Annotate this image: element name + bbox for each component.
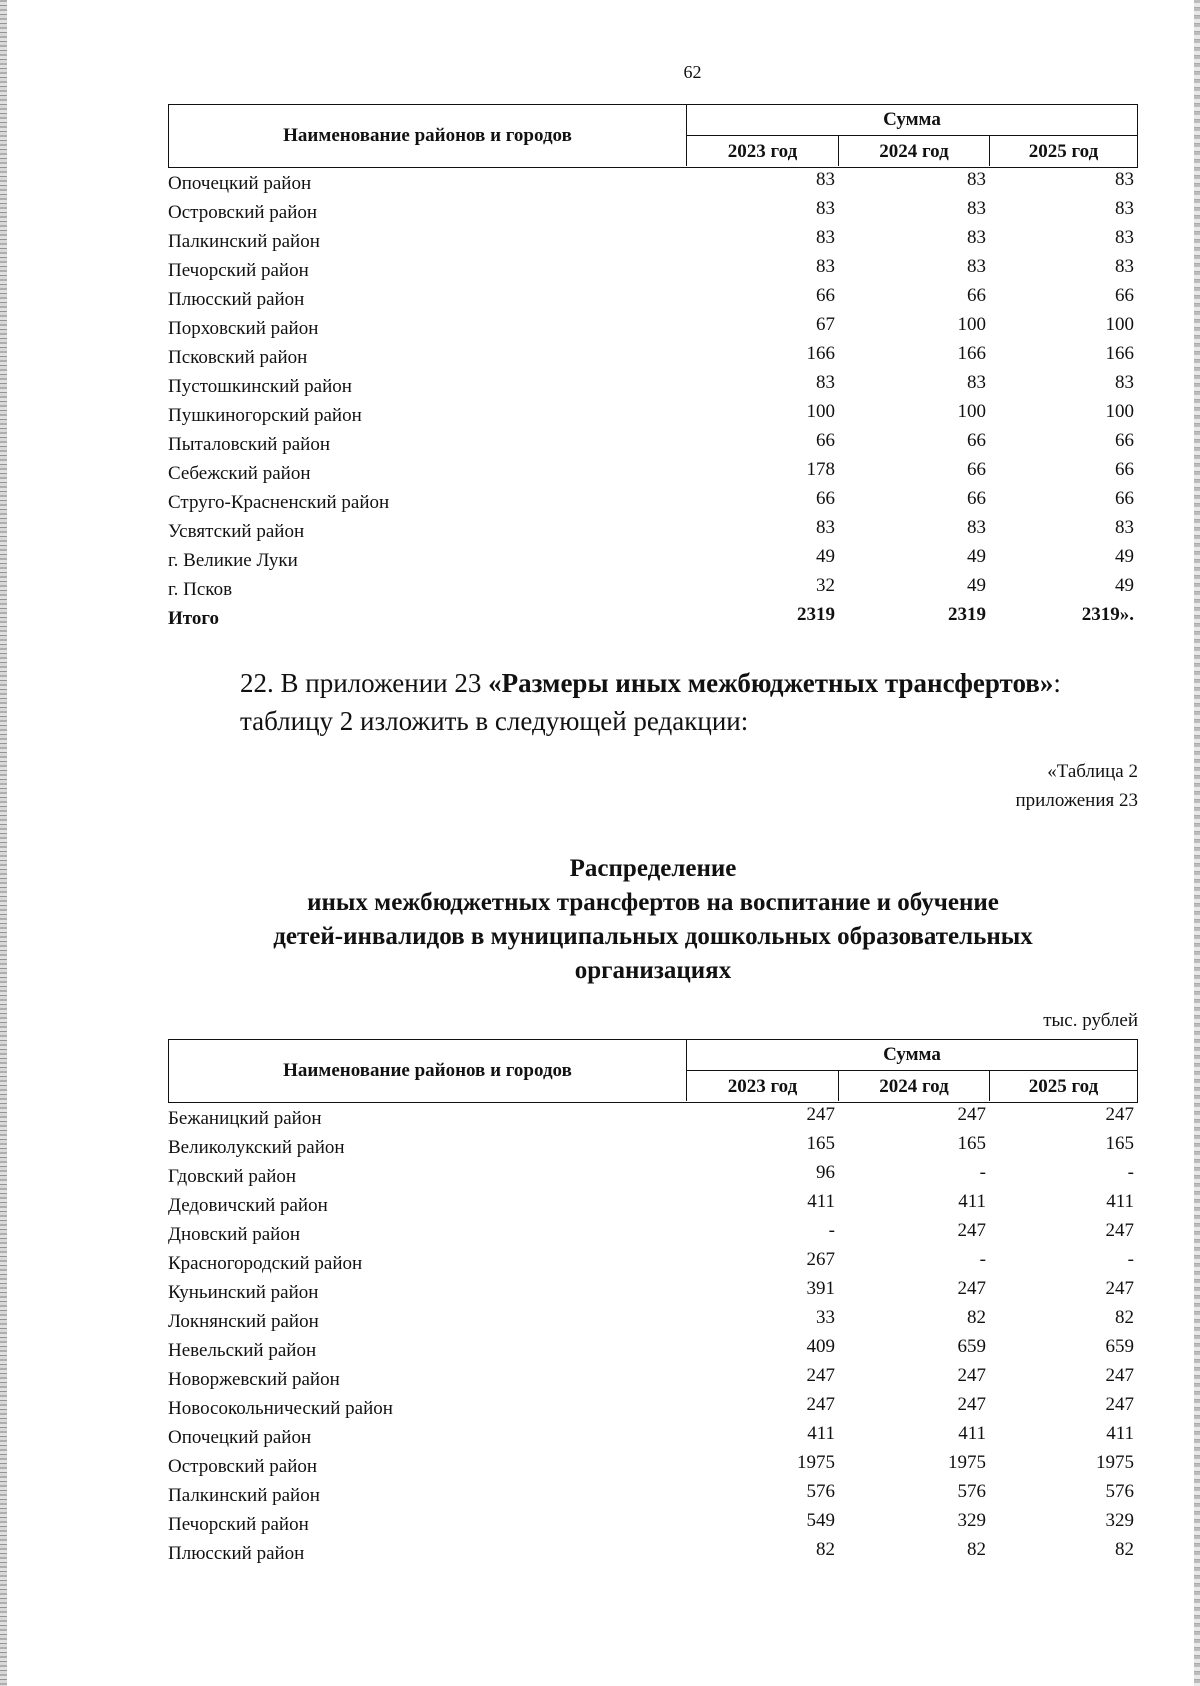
header-year-2024: 2024 год	[839, 1071, 990, 1101]
heading-line2: иных межбюджетных трансфертов на воспитание и обучение	[307, 889, 999, 916]
heading-line3: детей-инвалидов в муниципальных дошкольных образовательных	[273, 923, 1033, 950]
table-row	[168, 343, 1138, 372]
value-2023: -	[828, 1220, 835, 1241]
instruction-prefix: 22. В приложении 23	[240, 668, 489, 698]
table-body	[168, 169, 1138, 633]
table-continuation	[168, 104, 1138, 633]
value-2023: 165	[806, 1133, 835, 1154]
value-2025: 83	[1115, 227, 1134, 248]
value-2023: 549	[806, 1510, 835, 1531]
value-2024: 247	[957, 1220, 986, 1241]
header-year-2023: 2023 год	[687, 1071, 839, 1101]
value-2023: 49	[816, 546, 835, 567]
table-row	[168, 1278, 1138, 1307]
total-row	[168, 604, 1138, 633]
district-name: Красногородский район	[168, 1253, 363, 1274]
value-2024: -	[979, 1162, 986, 1183]
value-2024: 83	[967, 169, 986, 190]
value-2023: 67	[816, 314, 835, 335]
value-2024: 82	[967, 1539, 986, 1560]
value-2024: 100	[957, 314, 986, 335]
value-2023: 178	[806, 459, 835, 480]
district-name: Пыталовский район	[168, 434, 330, 455]
value-2025: 83	[1115, 372, 1134, 393]
table-row	[168, 1481, 1138, 1510]
value-2025: 576	[1105, 1481, 1134, 1502]
district-name: Дедовичский район	[168, 1195, 328, 1216]
district-name: Локнянский район	[168, 1311, 319, 1332]
value-2025: 659	[1105, 1336, 1134, 1357]
table-row	[168, 372, 1138, 401]
value-2025: 82	[1115, 1539, 1134, 1560]
table-row	[168, 1162, 1138, 1191]
header-name: Наименование районов и городов	[169, 105, 687, 166]
value-2024: 49	[967, 575, 986, 596]
value-2024: 83	[967, 198, 986, 219]
scan-edge-left	[0, 0, 7, 1686]
table-row	[168, 285, 1138, 314]
district-name: Великолукский район	[168, 1137, 345, 1158]
table-row	[168, 1336, 1138, 1365]
header-name: Наименование районов и городов	[169, 1040, 687, 1101]
instruction-paragraph	[240, 664, 1140, 740]
value-2025: 166	[1105, 343, 1134, 364]
value-2024: 1975	[948, 1452, 986, 1473]
district-name: Палкинский район	[168, 231, 320, 252]
value-2025: 82	[1115, 1307, 1134, 1328]
header-year-2025: 2025 год	[1028, 1076, 1099, 1097]
value-2023: 411	[807, 1191, 835, 1212]
value-2024: 49	[967, 546, 986, 567]
total-label: Итого	[168, 608, 220, 629]
table-heading	[168, 852, 1138, 988]
district-name: Струго-Красненский район	[168, 492, 390, 513]
value-2024: 247	[957, 1365, 986, 1386]
value-2025: 66	[1115, 459, 1134, 480]
district-name: Куньинский район	[168, 1282, 319, 1303]
value-2024: 66	[967, 488, 986, 509]
district-name: Дновский район	[168, 1224, 301, 1245]
table-row	[168, 169, 1138, 198]
value-2024: 2319	[948, 604, 986, 625]
table-row	[168, 430, 1138, 459]
value-2025: 83	[1115, 517, 1134, 538]
value-2025: 411	[1106, 1191, 1134, 1212]
district-name: Новосокольнический район	[168, 1398, 393, 1419]
value-2025: 247	[1105, 1365, 1134, 1386]
value-2025: 247	[1105, 1220, 1134, 1241]
value-2025: 66	[1115, 488, 1134, 509]
value-2024: 100	[957, 401, 986, 422]
table-row	[168, 1510, 1138, 1539]
value-2024: 83	[967, 256, 986, 277]
value-2024: 247	[957, 1104, 986, 1125]
value-2025: 66	[1115, 285, 1134, 306]
value-2024: 247	[957, 1278, 986, 1299]
header-year-2024: 2024 год	[839, 136, 990, 166]
value-2023: 391	[806, 1278, 835, 1299]
value-2024: 165	[957, 1133, 986, 1154]
value-2025: 83	[1115, 169, 1134, 190]
value-2023: 83	[816, 198, 835, 219]
value-2025: 100	[1105, 401, 1134, 422]
value-2023: 2319	[797, 604, 835, 625]
value-2025: 411	[1106, 1423, 1134, 1444]
table-row	[168, 1220, 1138, 1249]
district-name: Пушкиногорский район	[168, 405, 362, 426]
district-name: Палкинский район	[168, 1485, 320, 1506]
value-2024: 83	[967, 517, 986, 538]
district-name: Невельский район	[168, 1340, 317, 1361]
value-2023: 1975	[797, 1452, 835, 1473]
value-2025: 49	[1115, 575, 1134, 596]
instruction-title: «Размеры иных межбюджетных трансфертов»	[488, 668, 1054, 698]
value-2025: 247	[1105, 1104, 1134, 1125]
units-label: тыс. рублей	[1043, 1010, 1138, 1031]
value-2023: 83	[816, 227, 835, 248]
value-2023: 100	[806, 401, 835, 422]
district-name: Островский район	[168, 1456, 318, 1477]
header-sum: Сумма	[687, 105, 1137, 136]
table-row	[168, 401, 1138, 430]
table-row	[168, 1423, 1138, 1452]
table-row	[168, 1539, 1138, 1568]
table-distribution	[168, 1039, 1138, 1568]
table-row	[168, 1452, 1138, 1481]
value-2023: 267	[806, 1249, 835, 1270]
value-2023: 83	[816, 256, 835, 277]
table-header	[168, 1039, 1138, 1103]
table-row	[168, 1365, 1138, 1394]
value-2024: 82	[967, 1307, 986, 1328]
value-2025: 329	[1105, 1510, 1134, 1531]
district-name: Опочецкий район	[168, 173, 312, 194]
value-2024: 411	[958, 1423, 986, 1444]
value-2025: 165	[1105, 1133, 1134, 1154]
table-row	[168, 1394, 1138, 1423]
value-2024: 83	[967, 372, 986, 393]
heading-line1: Распределение	[569, 855, 737, 882]
value-2025: -	[1127, 1249, 1134, 1270]
table-row	[168, 227, 1138, 256]
value-2024: 329	[957, 1510, 986, 1531]
value-2024: 83	[967, 227, 986, 248]
value-2023: 411	[807, 1423, 835, 1444]
table-row	[168, 1191, 1138, 1220]
value-2023: 83	[816, 517, 835, 538]
value-2025: 1975	[1096, 1452, 1134, 1473]
value-2024: -	[979, 1249, 986, 1270]
table-row	[168, 198, 1138, 227]
header-year-2025: 2025 год	[1028, 141, 1099, 162]
value-2024: 659	[957, 1336, 986, 1357]
value-2024: 166	[957, 343, 986, 364]
value-2023: 576	[806, 1481, 835, 1502]
page-number: 62	[683, 62, 702, 82]
value-2023: 247	[806, 1394, 835, 1415]
table-row	[168, 459, 1138, 488]
table-row	[168, 575, 1138, 604]
value-2023: 166	[806, 343, 835, 364]
table-row	[168, 1249, 1138, 1278]
district-name: Плюсский район	[168, 289, 305, 310]
table-row	[168, 256, 1138, 285]
table-header	[168, 104, 1138, 168]
value-2025: 2319».	[1081, 604, 1134, 625]
value-2023: 32	[816, 575, 835, 596]
header-year-2023: 2023 год	[687, 136, 839, 166]
table-ref-line2: приложения 23	[1015, 790, 1138, 811]
district-name: Усвятский район	[168, 521, 305, 542]
district-name: Плюсский район	[168, 1543, 305, 1564]
district-name: Печорский район	[168, 260, 309, 281]
table-body	[168, 1104, 1138, 1568]
district-name: Опочецкий район	[168, 1427, 312, 1448]
value-2023: 247	[806, 1104, 835, 1125]
table-row	[168, 314, 1138, 343]
value-2024: 411	[958, 1191, 986, 1212]
district-name: Псковский район	[168, 347, 308, 368]
value-2025: 83	[1115, 198, 1134, 219]
district-name: Пустошкинский район	[168, 376, 352, 397]
district-name: Себежский район	[168, 463, 311, 484]
table-row	[168, 546, 1138, 575]
district-name: Бежаницкий район	[168, 1108, 322, 1129]
district-name: Новоржевский район	[168, 1369, 340, 1390]
value-2023: 83	[816, 169, 835, 190]
value-2024: 576	[957, 1481, 986, 1502]
value-2025: 49	[1115, 546, 1134, 567]
value-2025: 100	[1105, 314, 1134, 335]
value-2025: 83	[1115, 256, 1134, 277]
table-row	[168, 517, 1138, 546]
value-2024: 66	[967, 285, 986, 306]
value-2023: 247	[806, 1365, 835, 1386]
district-name: г. Псков	[168, 579, 233, 600]
value-2023: 82	[816, 1539, 835, 1560]
value-2025: 247	[1105, 1278, 1134, 1299]
value-2023: 66	[816, 488, 835, 509]
value-2023: 33	[816, 1307, 835, 1328]
value-2025: -	[1127, 1162, 1134, 1183]
table-row	[168, 1307, 1138, 1336]
value-2023: 66	[816, 430, 835, 451]
value-2023: 66	[816, 285, 835, 306]
district-name: Печорский район	[168, 1514, 309, 1535]
district-name: Островский район	[168, 202, 318, 223]
value-2023: 409	[806, 1336, 835, 1357]
value-2025: 247	[1105, 1394, 1134, 1415]
instruction-line2: таблицу 2 изложить в следующей редакции:	[240, 706, 749, 736]
value-2024: 247	[957, 1394, 986, 1415]
district-name: Порховский район	[168, 318, 319, 339]
heading-line4: организациях	[574, 957, 732, 984]
instruction-suffix: :	[1053, 668, 1061, 698]
district-name: Гдовский район	[168, 1166, 297, 1187]
value-2024: 66	[967, 459, 986, 480]
value-2024: 66	[967, 430, 986, 451]
table-row	[168, 1104, 1138, 1133]
value-2025: 66	[1115, 430, 1134, 451]
table-ref-line1: «Таблица 2	[1047, 761, 1138, 782]
scan-edge-right	[1194, 0, 1200, 1686]
table-row	[168, 1133, 1138, 1162]
value-2023: 83	[816, 372, 835, 393]
value-2023: 96	[816, 1162, 835, 1183]
district-name: г. Великие Луки	[168, 550, 298, 571]
table-row	[168, 488, 1138, 517]
header-sum: Сумма	[687, 1040, 1137, 1071]
